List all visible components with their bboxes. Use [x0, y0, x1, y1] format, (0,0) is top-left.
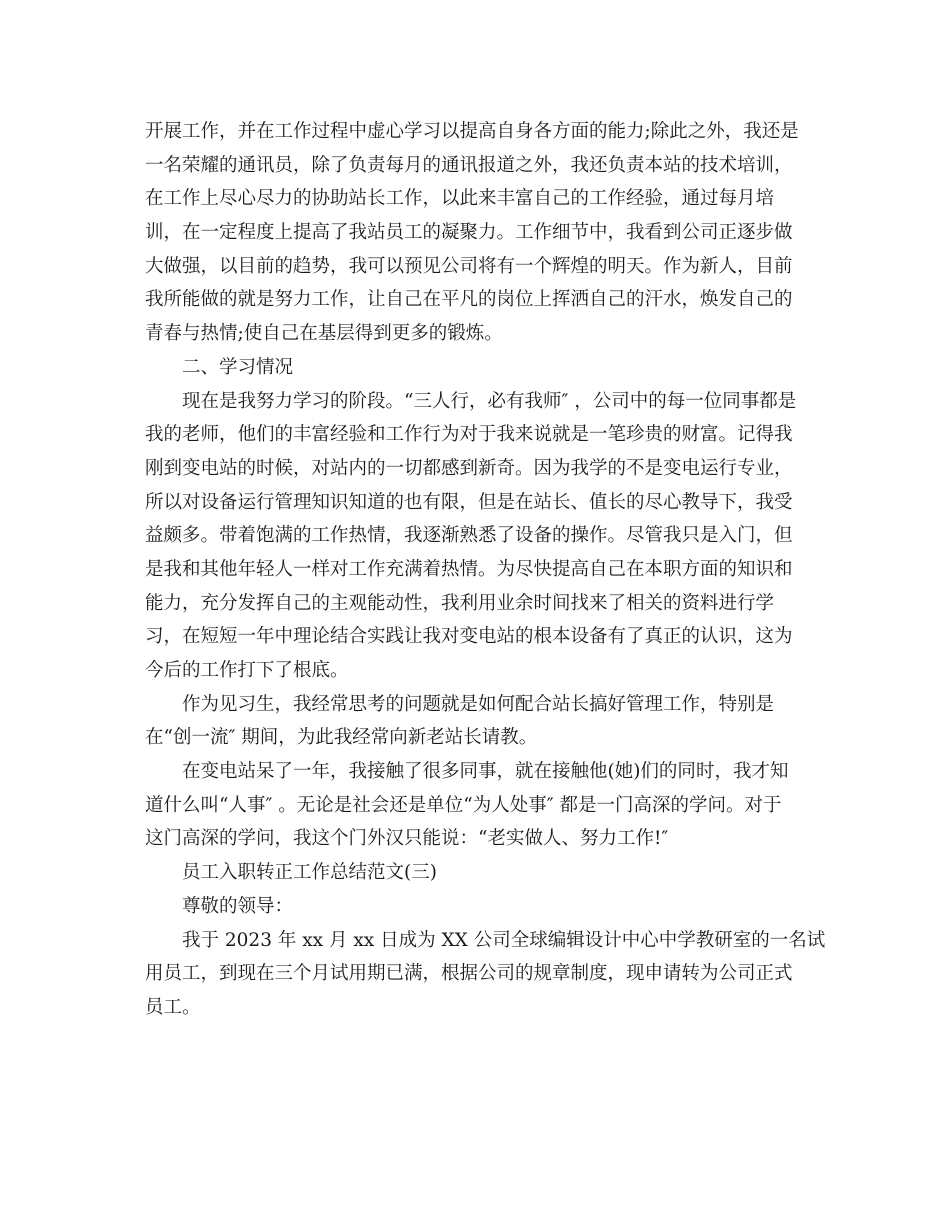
- text-line: 二、学习情况: [182, 356, 294, 378]
- text-line: 在“创一流″ 期间，为此我经常向新老站长请教。: [145, 727, 538, 749]
- text-line: 在工作上尽心尽力的协助站长工作，以此来丰富自己的工作经验，通过每月培: [145, 188, 775, 210]
- text-line: 我的老师，他们的丰富经验和工作行为对于我来说就是一笔珍贵的财富。记得我: [145, 424, 793, 446]
- text-line: 所以对设备运行管理知识知道的也有限，但是在站长、值长的尽心教导下，我受: [145, 491, 793, 513]
- document-body: [145, 115, 826, 1025]
- text-line: 用员工，到现在三个月试用期已满，根据公司的规章制度，现申请转为公司正式: [145, 963, 793, 985]
- text-line: 我所能做的就是努力工作，让自己在平凡的岗位上挥洒自己的汗水，焕发自己的: [145, 289, 793, 311]
- text-line: 习，在短短一年中理论结合实践让我对变电站的根本设备有了真正的认识，这为: [145, 626, 793, 648]
- text-line: 能力，充分发挥自己的主观能动性，我利用业余时间找来了相关的资料进行学: [145, 592, 775, 614]
- text-line: 刚到变电站的时候，对站内的一切都感到新奇。因为我学的不是变电运行专业，: [145, 457, 793, 479]
- text-line: 员工。: [145, 996, 201, 1018]
- text-line: 益颇多。带着饱满的工作热情，我逐渐熟悉了设备的操作。尽管我只是入门，但: [145, 525, 793, 547]
- text-line: 现在是我努力学习的阶段。“三人行，必有我师″ ，公司中的每一位同事都是: [182, 390, 797, 412]
- text-line: 训，在一定程度上提高了我站员工的凝聚力。工作细节中，我看到公司正逐步做: [145, 222, 793, 244]
- text-line: 是我和其他年轻人一样对工作充满着热情。为尽快提高自己在本职方面的知识和: [145, 558, 793, 580]
- text-line: 道什么叫“人事″ 。无论是社会还是单位“为人处事″ 都是一门高深的学问。对于: [145, 794, 782, 816]
- text-line: 尊敬的领导：: [182, 895, 294, 917]
- text-line: 开展工作，并在工作过程中虚心学习以提高自身各方面的能力;除此之外，我还是: [145, 121, 799, 142]
- text-line: 大做强，以目前的趋势，我可以预见公司将有一个辉煌的明天。作为新人，目前: [145, 255, 793, 277]
- text-line: 员工入职转正工作总结范文(三): [182, 862, 437, 884]
- text-line: 作为见习生，我经常思考的问题就是如何配合站长搞好管理工作，特别是: [182, 693, 775, 715]
- text-line: 这门高深的学问，我这个门外汉只能说：“老实做人、努力工作!″: [145, 828, 669, 850]
- text-line: 在变电站呆了一年，我接触了很多同事，就在接触他(她)们的同时，我才知: [182, 761, 789, 783]
- text-line: 我于 2023 年 xx 月 xx 日成为 XX 公司全球编辑设计中心中学教研室的一名试: [182, 929, 826, 951]
- text-line: 一名荣耀的通讯员，除了负责每月的通讯报道之外，我还负责本站的技术培训，: [145, 154, 793, 176]
- text-line: 青春与热情;使自己在基层得到更多的锻炼。: [145, 323, 503, 345]
- text-line: 今后的工作打下了根底。: [145, 660, 349, 681]
